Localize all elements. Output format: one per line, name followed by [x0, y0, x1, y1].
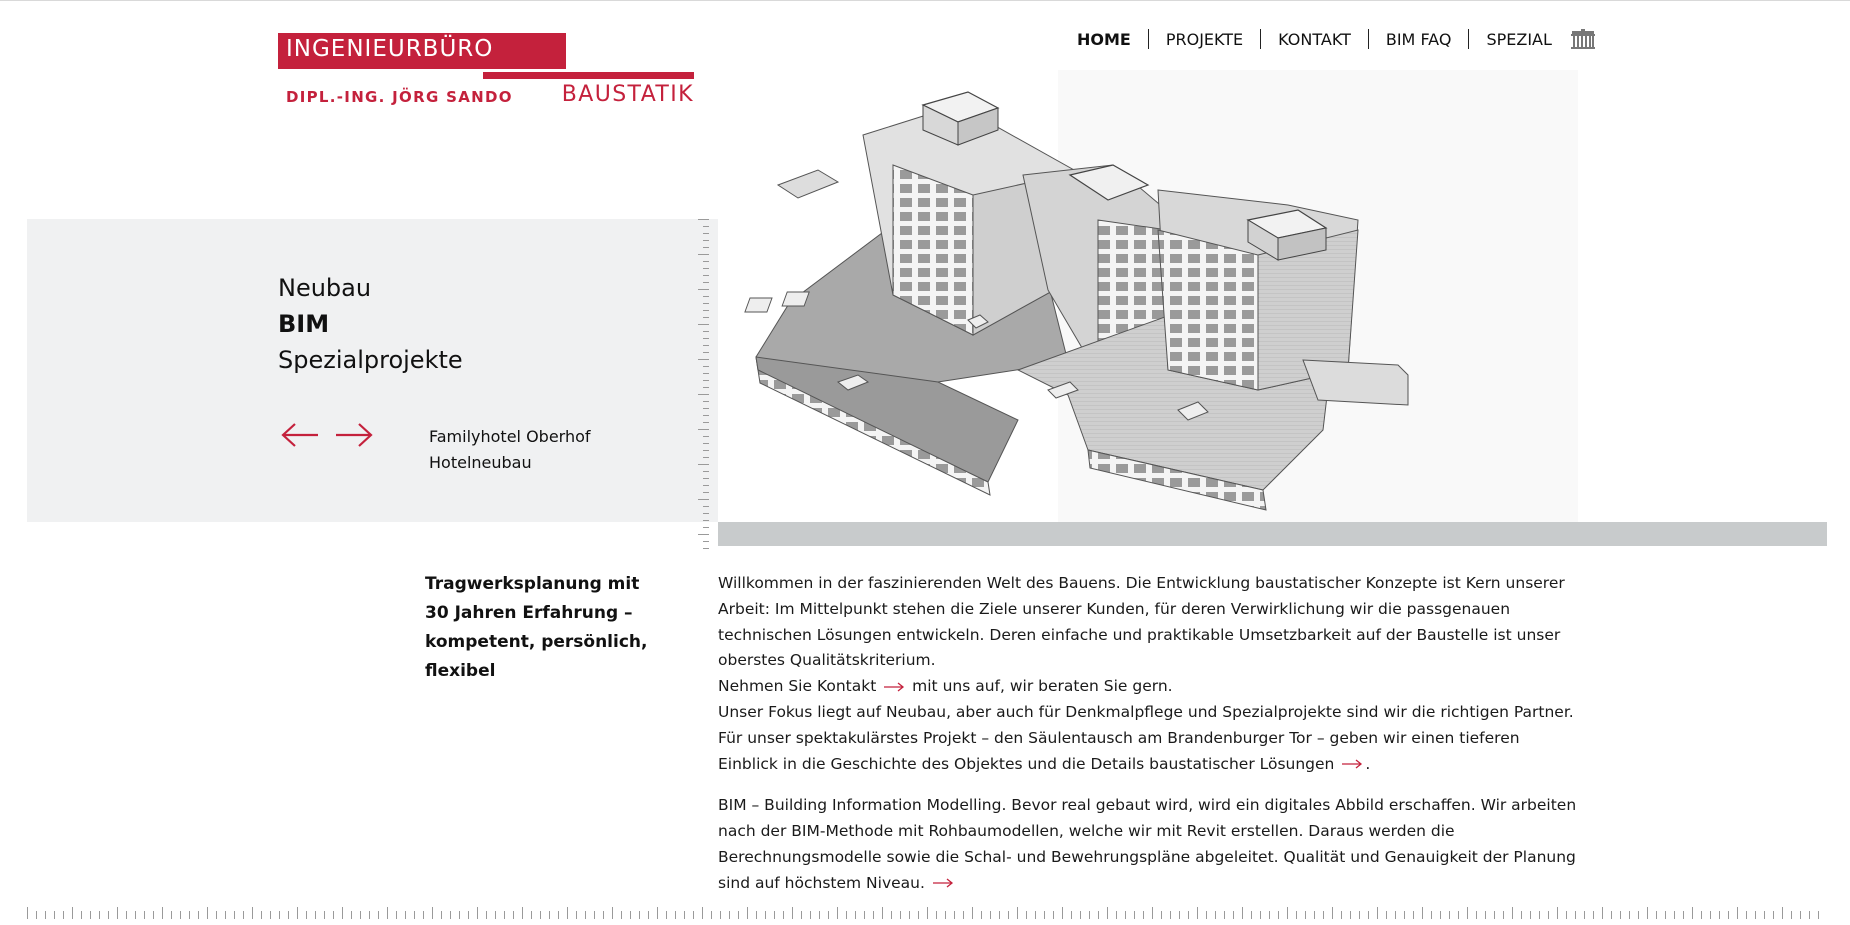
category-spezialprojekte[interactable]: Spezialprojekte — [278, 346, 463, 374]
horizontal-ruler — [27, 907, 1827, 919]
category-neubau[interactable]: Neubau — [278, 274, 372, 302]
brandenburg-link-arrow-icon[interactable] — [1341, 759, 1363, 769]
bim-link-arrow-icon[interactable] — [932, 878, 954, 888]
nav-projekte[interactable]: PROJEKTE — [1165, 29, 1244, 49]
top-border — [0, 0, 1850, 1]
intro-paragraph-1-text: Willkommen in der faszinierenden Welt des Bauens. Die Entwicklung baustatischer Konzepte ist Kern unserer Arbeit: Im Mittelpunkt stehen die Ziele unserer Kunden, für deren Verwirklichung wir die passgenauen technischen Lösungen entwickeln. Deren einfache und praktikable Umsetzbarkeit auf der Baustelle ist unser oberstes Qualitätskriterium. — [718, 574, 1565, 670]
logo-title: INGENIEURBÜRO — [286, 36, 494, 62]
arrow-left-icon[interactable] — [280, 421, 320, 449]
main-nav — [1060, 28, 1595, 50]
intro-paragraph-3-text: BIM – Building Information Modelling. Bevor real gebaut wird, wird ein digitales Abbild erschaffen. Wir arbeiten nach der BIM-Methode mit Rohbaumodellen, welche wir mit Revit erstellen. Daraus werden die Berechnungsmodelle sowie die Schal- und Bewehrungspläne abgeleitet. Qualität und Genauigkeit der Planung sind auf höchstem Niveau. — [718, 796, 1577, 892]
contact-link-post: mit uns auf, wir beraten Sie gern. — [912, 677, 1173, 696]
nav-spezial[interactable]: SPEZIAL — [1486, 29, 1552, 49]
logo-tagword: BAUSTATIK — [561, 82, 694, 107]
intro-paragraph-2-text: Unser Fokus liegt auf Neubau, aber auch für Denkmalpflege und Spezialprojekte sind wir die richtigen Partner. Für unser spektakulärstes Projekt – den Säulentausch am Brandenburger Tor – geben wir einen tieferen Einblick in die Geschichte des Objektes und die Details baustatischer Lösungen — [718, 702, 1574, 773]
image-caption-bar — [718, 522, 1827, 546]
intro-paragraph-2 — [718, 700, 1578, 777]
contact-link-text: Nehmen Sie Kontakt — [718, 677, 877, 696]
contact-link-arrow-icon[interactable] — [883, 682, 905, 692]
nav-bim-faq[interactable]: BIM FAQ — [1385, 29, 1452, 49]
vertical-ruler — [697, 219, 709, 549]
category-bim[interactable]: BIM — [278, 310, 330, 338]
tagline: Tragwerksplanung mit 30 Jahren Erfahrung – kompetent, persönlich, flexibel — [425, 574, 648, 681]
intro-paragraph-2-end: . — [1365, 754, 1371, 773]
building-model-image — [718, 70, 1578, 522]
nav-home[interactable]: HOME — [1077, 29, 1131, 49]
arrow-right-icon[interactable] — [334, 421, 374, 449]
project-name: Familyhotel Oberhof — [429, 427, 591, 446]
logo[interactable] — [278, 33, 694, 113]
project-caption[interactable] — [429, 424, 591, 476]
logo-title-box — [278, 33, 566, 69]
category-list — [278, 270, 463, 378]
logo-bar — [483, 72, 694, 79]
brandenburg-gate-icon[interactable] — [1571, 29, 1595, 49]
intro-paragraph-3 — [718, 793, 1578, 896]
slider-arrows — [280, 421, 374, 449]
project-type: Hotelneubau — [429, 453, 532, 472]
logo-subtitle: DIPL.-ING. JÖRG SANDO — [286, 88, 513, 106]
intro-text — [718, 571, 1578, 897]
intro-paragraph-1 — [718, 571, 1578, 700]
nav-kontakt[interactable]: KONTAKT — [1278, 29, 1351, 49]
